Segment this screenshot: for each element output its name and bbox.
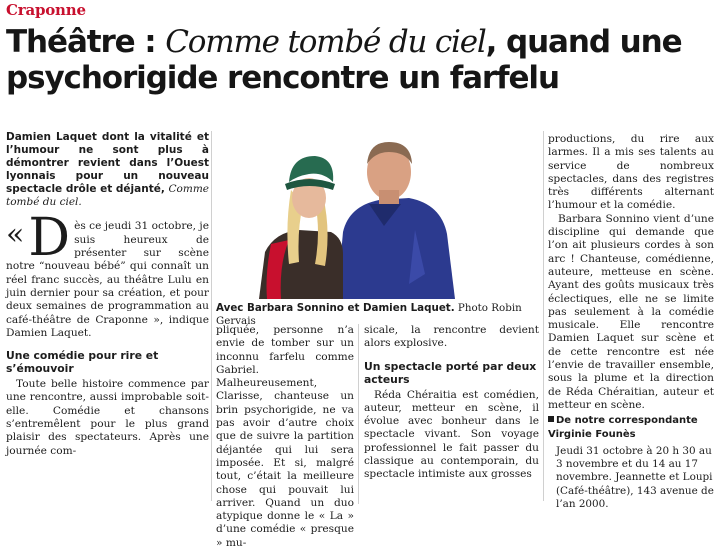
- opening-quote-mark: «: [6, 217, 25, 253]
- col1-body: Toute belle histoire commence par une rencontre, aussi improbable soit-elle. Comédie et chansons s’entremêlent pour le plus grand plaisir des spectateurs. Après une journée com-: [6, 378, 209, 457]
- column-rule: [358, 324, 359, 504]
- bullet-square-icon: [548, 416, 554, 422]
- lead-text: ès ce jeudi 31 octobre, je suis heureux de présenter sur scène notre “nouveau bébé” qui connaît un réel franc succès, au théâtre Lulu en juin dernier pour sa création, et pour deux semaines de programmation au café-théâtre de Craponne », indique Damien Laquet.: [6, 220, 209, 339]
- col2-body: pliquée, personne n’a envie de tomber sur un inconnu farfelu comme Gabriel. Malheureusement, Clarisse, chanteuse un brin psychorigide, ne va pas avoir d’autre choix que de suivre la partition déjantée qui lui sera imposée. Et si, malgré tout, c’était la meilleure chose qui pouvait lui arriver. Quand un duo atypique donne le « La » d’une comédie « presque » mu-: [216, 324, 354, 549]
- correspondent-name: Virginie Founès: [548, 428, 636, 440]
- column-rule: [211, 131, 212, 501]
- col3-top: sicale, la rencontre devient alors explosive.: [364, 324, 539, 350]
- subheading-spectacle: Un spectacle porté par deux acteurs: [364, 359, 537, 386]
- drop-cap: D: [28, 208, 71, 269]
- caption-subjects: Avec Barbara Sonnino et Damien Laquet.: [216, 302, 455, 314]
- caption-credit: Photo Robin Gervais: [216, 302, 522, 327]
- photo-illustration: [219, 134, 537, 299]
- chapo: [6, 131, 209, 208]
- correspondent: [548, 414, 714, 441]
- section-kicker: Craponne: [6, 1, 86, 19]
- col4-p2: Barbara Sonnino vient d’une discipline qui demande que l’on ait plusieurs cordes à son arc ! Chanteuse, comédienne, auteure, metteuse en scène. Ayant des goûts musicaux très éclectiques, elle ne se limite pas seulement à la comédie musicale. Elle rencontre Damien Laquet sur scène et de cette rencontre est née l’envie de travailler ensemble, sous la plume et la direction de Réda Chéraitian, auteur et metteur en scène.: [548, 212, 714, 411]
- col3-body: Réda Chéraitia est comédien, auteur, metteur en scène, il évolue avec bonheur dans le spectacle vivant. Son voyage professionnel le fait passer du classique au contemporain, du spectacle intimiste aux grosses: [364, 388, 539, 481]
- column-rule: [543, 131, 544, 501]
- correspondent-label: De notre correspondante: [556, 415, 698, 427]
- column-2: [216, 324, 354, 550]
- headline: [6, 24, 718, 96]
- headline-part2: , quand une psychorigide rencontre un farfelu: [6, 24, 682, 96]
- chapo-title: Comme tombé du ciel.: [6, 182, 209, 208]
- photo-actors: [219, 134, 537, 299]
- column-3: [364, 324, 539, 482]
- column-1: [6, 131, 209, 458]
- col4-p1: productions, du rire aux larmes. Il a mis ses talents au service de nombreux spectacles, dans des registres très différents alternant l’humour et la comédie.: [548, 133, 714, 212]
- event-info: Jeudi 31 octobre à 20 h 30 au 3 novembre et du 14 au 17 novembre. Jeannette et Loupi (Café-théâtre), 143 avenue de l’an 2000.: [556, 444, 714, 511]
- chapo-text: Damien Laquet dont la vitalité et l’humour ne sont plus à démontrer revient dans l’Ouest lyonnais pour un nouveau spectacle drôle et déjanté,: [6, 131, 209, 195]
- subheading-comedie: Une comédie pour rire et s’émouvoir: [6, 349, 159, 376]
- headline-title-italic: Comme tombé du ciel: [165, 24, 486, 60]
- lead-paragraph: [6, 208, 209, 340]
- headline-part1: Théâtre :: [6, 24, 166, 60]
- column-4: [548, 133, 714, 511]
